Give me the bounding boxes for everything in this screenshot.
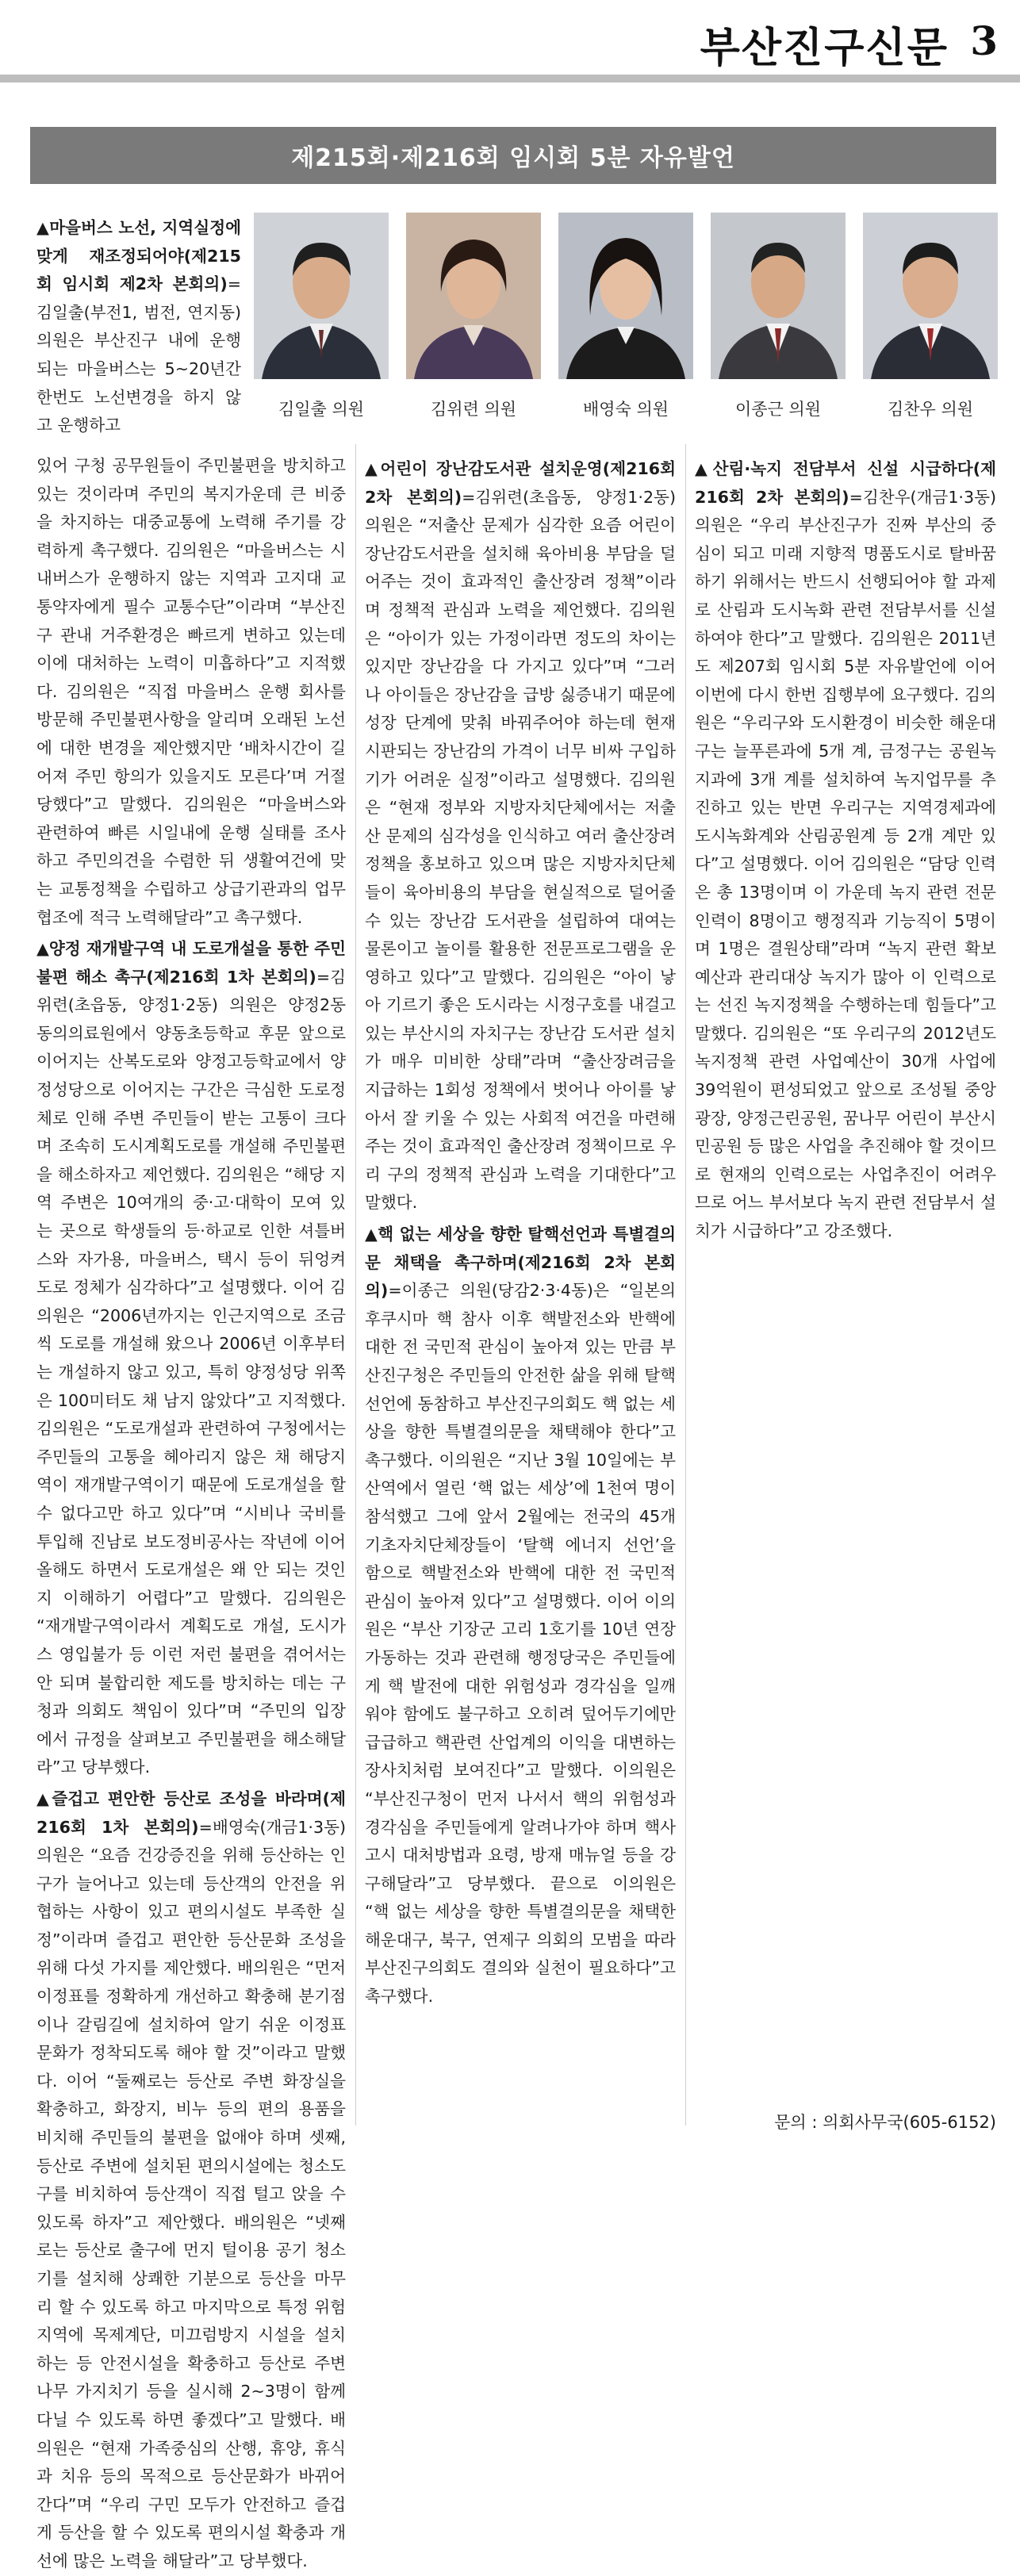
masthead-rule [0,75,1020,82]
article-body: =배영숙(개금1·3동) 의원은 “요즘 건강증진을 위해 등산하는 인구가 늘어나고 있는데 등산객의 안전을 위협하는 사항이 있고 편의시설도 부족한 실정”이라며 즐겁고 편안한 등산문화 조성을 위해 다섯 가지를 제안했다. 배의원은 “먼저 이정표를 정확하게 개선하고 확충해 분기점이나 갈림길에 설치하여 알기 쉬운 이정표 문화가 정착되도록 해야 할 것”이라고 말했다. 이어 “둘째로는 등산로 주변 화장실을 확충하고, 화장지, 비누 등의 편의 용품을 비치해 주민들의 불편을 없애야 하며 셋째, 등산로 주변에 설치된 편의시설에는 청소도구를 비치하여 등산객이 직접 털고 앉을 수 있도록 하자”고 제안했다. 배의원은 “넷째로는 등산로 출구에 먼지 털이용 공기 청소기를 설치해 상쾌한 기분으로 등산을 마무리 할 수 있도록 하고 마지막으로 특정 위험지역에 목제계단, 미끄럼방지 시설을 설치하는 등 안전시설을 확충하고 등산로 주변 나무 가지치기 등을 실시해 2~3명이 함께 다닐 수 있도록 하면 좋겠다”고 말했다. 배의원은 “현재 가족중심의 산행, 휴양, 휴식과 치유 등의 목적으로 등산문화가 바뀌어 간다”며 “우리 구민 모두가 안전하고 즐겁게 등산을 할 수 있도록 편의시설 확충과 개선에 많은 노력을 해달라”고 당부했다. [36,1817,346,2570]
member-card [711,213,846,420]
paper-name: 부산진구신문 [700,25,949,72]
member-portrait [558,213,693,379]
member-card [863,213,998,420]
article-headline: ▲즐겁고 편안한 등산로 조성을 바라며(제216회 1차 본회의) [36,1788,346,1837]
column-3 [695,452,996,1246]
member-name: 김일출 의원 [278,400,365,419]
column-divider [355,444,356,2126]
member-portrait [711,213,846,379]
article-headline: ▲양정 재개발구역 내 도로개설을 통한 주민불편 해소 촉구(제216회 1차 본회의) [36,939,346,987]
article-headline: ▲마을버스 노선, 지역실정에 맞게 재조정되어야(제215회 임시회 제2차 본회의) [36,218,241,294]
article-body: =김위련(초읍동, 양정1·2동) 의원은 “저출산 문제가 심각한 요즘 어린이 장난감도서관을 설치해 육아비용 부담을 덜어주는 것이 효과적인 출산장려 정책”이라며 정책적 관심과 노력을 제언했다. 김의원은 “아이가 있는 가정이라면 정도의 차이는 있지만 장난감을 다 가지고 있다”며 “그러나 아이들은 장난감을 급방 싫증내기 때문에 성장 단계에 맞춰 바꿔주어야 하는데 현재 시판되는 장난감의 가격이 너무 비싸 구입하기가 어려운 실정”이라고 설명했다. 김의원은 “현재 정부와 지방자치단체에서는 저출산 문제의 심각성을 인식하고 여러 출산장려 정책을 홍보하고 있으며 많은 지방자치단체들이 육아비용의 부담을 현실적으로 덜어줄 수 있는 장난감 도서관을 설립하여 대여는 물론이고 놀이를 활용한 전문프로그램을 운영하고 있다”고 말했다. 김의원은 “아이 낳아 기르기 좋은 도시라는 시정구호를 내걸고 있는 부산시의 자치구는 장난감 도서관 설치가 매우 미비한 상태”라며 “출산장려금을 지급하는 1회성 정책에서 벗어나 아이를 낳아서 잘 키울 수 있는 사회적 여건을 마련해 주는 것이 효과적인 출산장려 정책이므로 우리 구의 정책적 관심과 노력을 기대한다”고 말했다. [365,487,676,1213]
article-bus-route-intro [36,211,241,440]
member-card [558,213,693,420]
member-card [406,213,541,420]
article-body: =김위련(초읍동, 양정1·2동) 의원은 양정2동 동의의료원에서 양동초등학교 후문 앞으로 이어지는 산복도로와 양정고등학교에서 양정성당으로 이어지는 구간은 극심한 도로정체로 인해 주변 주민들이 받는 고통이 크다며 조속히 도시계획도로를 개설해 주민불편을 해소하자고 제언했다. 김의원은 “해당 지역 주변은 10여개의 중·고·대학이 모여 있는 곳으로 학생들의 등·하교로 인한 셔틀버스와 자가용, 마을버스, 택시 등이 뒤엉켜 도로 정체가 심각하다”고 설명했다. 이어 김의원은 “2006년까지는 인근지역으로 조금씩 도로를 개설해 왔으나 2006년 이후부터는 개설하지 않고 있고, 특히 양정성당 위쪽은 100미터도 채 남지 않았다”고 지적했다. 김의원은 “도로개설과 관련하여 구청에서는 주민들의 고통을 헤아리지 않은 채 해당지역이 재개발구역이기 때문에 도로개설을 할 수 없다고만 하고 있다”며 “시비나 국비를 투입해 진남로 보도정비공사는 작년에 이어 올해도 하면서 도로개설은 왜 안 되는 것인지 이해하기 어렵다”고 말했다. 김의원은 “재개발구역이라서 계획도로 개설, 도시가스 영입불가 등 이런 저런 불편을 겪어서는 안 되며 불합리한 제도를 방치하는 데는 구청과 의회도 책임이 있다”며 “주민의 입장에서 규정을 살펴보고 주민불편을 해소해달라”고 당부했다. [36,967,346,1777]
member-card [254,213,389,420]
member-portrait [254,213,389,379]
member-name: 이종근 의원 [734,400,822,419]
article-body: =김찬우(개금1·3동) 의원은 “우리 부산진구가 진짜 부산의 중심이 되고 미래 지향적 명품도시로 탈바꿈하기 위해서는 반드시 선행되어야 할 과제로 산림과 도시녹화 관련 전담부서를 신설하여야 한다”고 말했다. 김의원은 2011년도 제207회 임시회 5분 자유발언에 이어 이번에 다시 한번 집행부에 요구했다. 김의원은 “우리구와 도시환경이 비슷한 해운대구는 늘푸른과에 5개 계, 금정구는 공원녹지과에 3개 계를 설치하여 녹지업무를 추진하고 있는 반면 우리구는 지역경제과에 도시녹화계와 산림공원계 등 2개 계만 있다”고 설명했다. 이어 김의원은 “담당 인력은 총 13명이며 이 가운데 녹지 관련 전문인력이 8명이고 행정직과 기능직이 5명이며 1명은 결원상태”라며 “녹지 관련 확보예산과 관리대상 녹지가 많아 이 인력으로는 선진 녹지정책을 수행하는데 힘들다”고 말했다. 김의원은 “또 우리구의 2012년도 녹지정책 관련 사업예산이 30개 사업에 39억원이 편성되었고 앞으로 조성될 중앙광장, 양정근린공원, 꿈나무 어린이 부산시민공원 등 많은 사업을 추진해야 할 것이므로 현재의 인력으로는 사업추진이 어려우므로 어느 부서보다 녹지 관련 전담부서 설치가 시급하다”고 강조했다. [695,487,996,1241]
page-number: 3 [970,17,998,64]
article-headline: ▲산림·녹지 전담부서 신설 시급하다(제216회 2차 본회의) [695,459,996,507]
article-body: 있어 구청 공무원들이 주민불편을 방치하고 있는 것이라며 주민의 복지가운데 큰 비중을 차지하는 대중교통에 노력해 주기를 강력하게 촉구했다. 김의원은 “마을버스는 시내버스가 운행하지 않는 지역과 고지대 교통약자에게 필수 교통수단”이라며 “부산진구 관내 거주환경은 빠르게 변하고 있는데 이에 대처하는 노력이 미흡하다”고 지적했다. 김의원은 “직접 마을버스 운행 회사를 방문해 주민불편사항을 알리며 오래된 노선에 대한 변경을 제안했지만 ‘배차시간이 길어져 주민 항의가 있을지도 모른다’며 거절당했다”고 말했다. 김의원은 “마을버스와 관련하여 빠른 시일내에 운행 실태를 조사하고 주민의견을 수렴한 뒤 생활여건에 맞는 교통정책을 수립하고 상급기관과의 업무협조에 적극 노력해달라”고 촉구했다. [36,456,346,927]
article-body: =김일출(부전1, 범전, 연지동) 의원은 부산진구 내에 운행되는 마을버스는 5~20년간 한번도 노선변경을 하지 않고 운행하고 [36,274,241,435]
member-portrait [406,213,541,379]
section-banner [30,127,996,184]
article-headline: ▲어린이 장난감도서관 설치운영(제216회 2차 본회의) [365,459,676,507]
column-1 [36,452,346,2576]
member-photos [254,213,999,427]
member-portrait [863,213,998,379]
column-divider [685,444,686,2126]
article-body: =이종근 의원(당감2·3·4동)은 “일본의 후쿠시마 핵 참사 이후 핵발전소와 반핵에 대한 전 국민적 관심이 높아져 있는 만큼 부산진구청은 주민들의 안전한 삶을 위해 탈핵 선언에 동참하고 부산진구의회도 핵 없는 세상을 향한 특별결의문을 채택해야 한다”고 촉구했다. 이의원은 “지난 3월 10일에는 부산역에서 열린 ‘핵 없는 세상’에 1천여 명이 참석했고 그에 앞서 2월에는 전국의 45개 기초자치단체장들이 ‘탈핵 에너지 선언’을 함으로 핵발전소와 반핵에 대한 전 국민적 관심이 높아져 있다”고 설명했다. 이어 이의원은 “부산 기장군 고리 1호기를 10년 연장 가동하는 것과 관련해 행정당국은 주민들에게 핵 발전에 대한 위험성과 경각심을 일깨워야 함에도 불구하고 오히려 덮어두기에만 급급하고 핵관련 산업계의 이익을 대변하는 장사치처럼 보여진다”고 말했다. 이의원은 “부산진구청이 먼저 나서서 핵의 위험성과 경각심을 주민들에게 알려나가야 하며 핵사고시 대처방법과 요령, 방재 매뉴얼 등을 강구해달라”고 당부했다. 끝으로 이의원은 “핵 없는 세상을 향한 특별결의문을 채택한 해운대구, 북구, 연제구 의회의 모범을 따라 부산진구의회도 결의와 실천이 필요하다”고 촉구했다. [365,1281,676,2007]
section-title: 제215회·제216회 임시회 5분 자유발언 [291,144,735,172]
contact-info: 문의 : 의회사무국(605-6152) [774,2113,996,2132]
member-name: 김위련 의원 [430,400,517,419]
member-name: 배영숙 의원 [582,400,669,419]
member-name: 김찬우 의원 [887,400,974,419]
column-2 [365,452,676,2011]
article-headline: ▲핵 없는 세상을 향한 탈핵선언과 특별결의문 채택을 촉구하며(제216회 2차 본회의) [365,1225,676,1301]
masthead [0,0,1020,76]
